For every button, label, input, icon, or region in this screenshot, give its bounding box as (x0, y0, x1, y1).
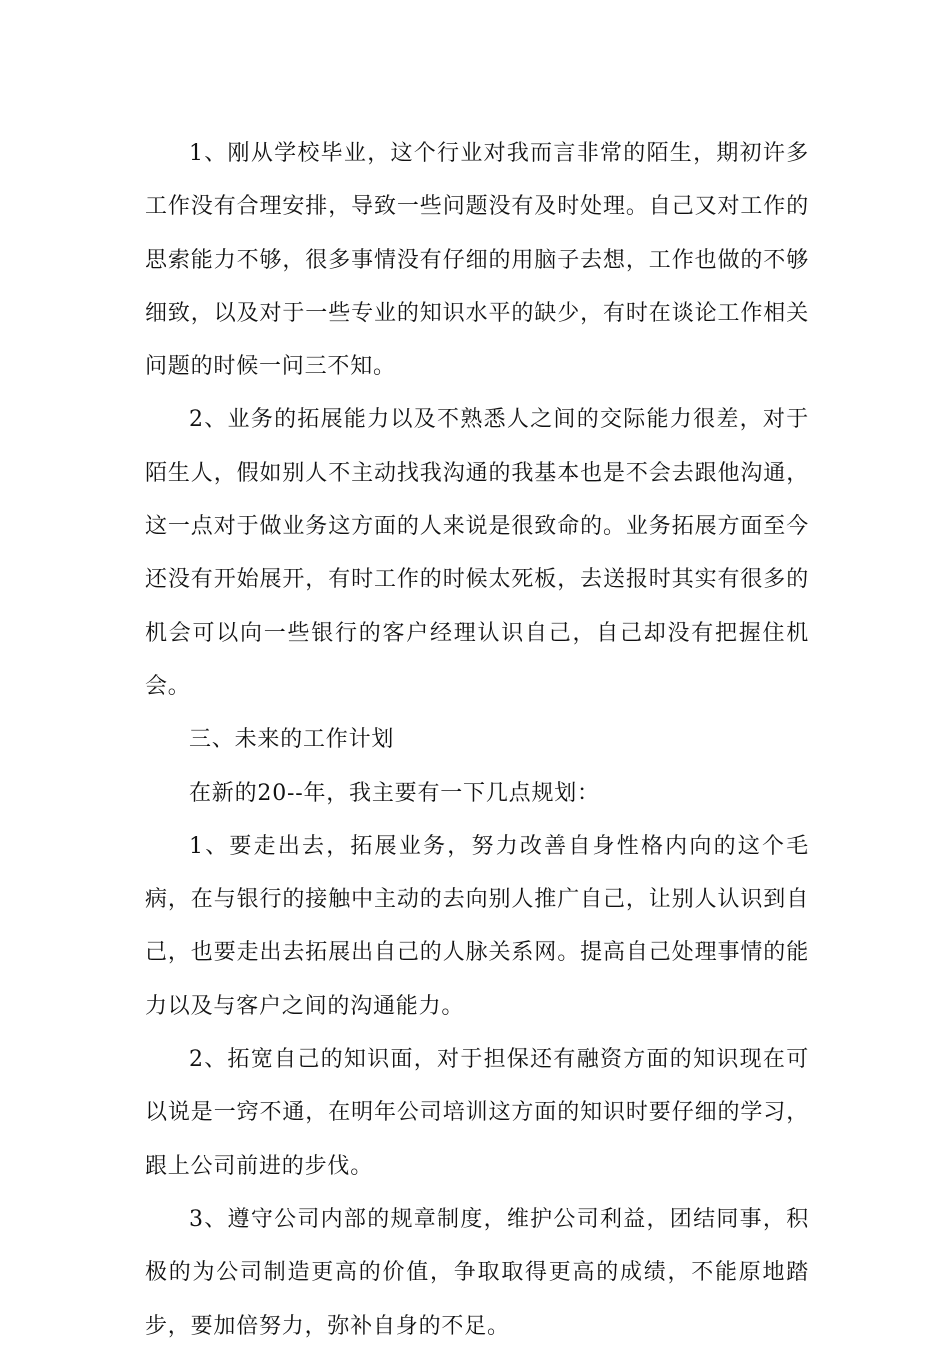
plan-item-3: 3、遵守公司内部的规章制度，维护公司利益，团结同事，积极的为公司制造更高的价值，争取取得更高的成绩，不能原地踏步，要加倍努力，弥补自身的不足。 (145, 1206, 809, 1339)
plan-item-2: 2、拓宽自己的知识面，对于担保还有融资方面的知识现在可以说是一窍不通，在明年公司培训这方面的知识时要仔细的学习，跟上公司前进的步伐。 (145, 1047, 809, 1179)
plan-item-1: 1、要走出去，拓展业务，努力改善自身性格内向的这个毛病，在与银行的接触中主动的去向别人推广自己，让别人认识到自己，也要走出去拓展出自己的人脉关系网。提高自己处理事情的能力以及与客户之间的沟通能力。 (145, 833, 809, 1019)
section-heading: 三、未来的工作计划 (189, 727, 395, 753)
paragraph-problem-1: 1、刚从学校毕业，这个行业对我而言非常的陌生，期初许多工作没有合理安排，导致一些问题没有及时处理。自己又对工作的思索能力不够，很多事情没有仔细的用脑子去想，工作也做的不够细致，以及对于一些专业的知识水平的缺少，有时在谈论工作相关问题的时候一问三不知。 (145, 141, 809, 380)
document-body (145, 127, 809, 1353)
paragraph-problem-2: 2、业务的拓展能力以及不熟悉人之间的交际能力很差，对于陌生人，假如别人不主动找我沟通的我基本也是不会去跟他沟通，这一点对于做业务这方面的人来说是很致命的。业务拓展方面至今还没有开始展开，有时工作的时候太死板，去送报时其实有很多的机会可以向一些银行的客户经理认识自己，自己却没有把握住机会。 (145, 407, 809, 699)
plan-intro: 在新的20--年，我主要有一下几点规划： (189, 780, 600, 806)
